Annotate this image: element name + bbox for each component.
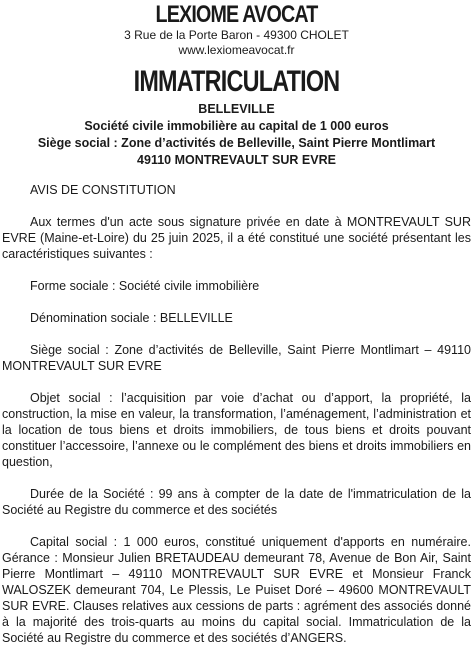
firm-website: www.lexiomeavocat.fr <box>178 43 295 57</box>
paragraph-company-name: Dénomination sociale : BELLEVILLE <box>30 311 233 325</box>
company-seat-city: 49110 MONTREVAULT SUR EVRE <box>137 153 336 167</box>
notice-headline: IMMATRICULATION <box>133 65 340 98</box>
company-form-capital: Société civile immobilière au capital de 1 000 euros <box>84 119 389 133</box>
firm-address: 3 Rue de la Porte Baron - 49300 CHOLET <box>124 28 349 42</box>
company-name: BELLEVILLE <box>198 102 275 116</box>
section-title: AVIS DE CONSTITUTION <box>30 183 176 197</box>
firm-name: LEXIOME AVOCAT <box>155 1 318 28</box>
paragraph-deed: Aux termes d'un acte sous signature privée en date à MONTREVAULT SUR EVRE (Maine-et-Loire) du 25 juin 2025, il a été constitué une société présentant les caractéristiques suivantes : <box>2 215 471 261</box>
paragraph-registered-office: Siège social : Zone d’activités de Belleville, Saint Pierre Montlimart – 49110 MONTREVAULT SUR EVRE <box>2 343 471 373</box>
paragraph-capital-management: Capital social : 1 000 euros, constitué uniquement d'apports en numéraire. Gérance : Monsieur Julien BRETAUDEAU demeurant 78, Avenue de Bon Air, Saint Pierre Montlimart – 49110 MONTREVAULT SUR EVRE et Monsieur Franck WALOSZEK demeurant 704, Le Plessis, Le Puiset Doré – 49600 MONTREVAULT SUR EVRE. Clauses relatives aux cessions de parts : agrément des associés donné à la majorité des trois-quarts au moins du capital social. Immatriculation de la Société au Registre du commerce et des sociétés d’ANGERS. <box>2 535 471 645</box>
paragraph-duration: Durée de la Société : 99 ans à compter de la date de l'immatriculation de la Société au Registre du commerce et des sociétés <box>2 487 471 517</box>
company-seat: Siège social : Zone d’activités de Belleville, Saint Pierre Montlimart <box>37 136 436 150</box>
paragraph-purpose: Objet social : l’acquisition par voie d’achat ou d’apport, la propriété, la construction, la mise en valeur, la transformation, l’aménagement, l’administration et la location de tous biens et droits immobiliers, de tous biens et droits pouvant constituer l’accessoire, l’annexe ou le complément des biens et droits immobiliers en question, <box>2 391 471 469</box>
paragraph-legal-form: Forme sociale : Société civile immobilière <box>30 279 260 293</box>
